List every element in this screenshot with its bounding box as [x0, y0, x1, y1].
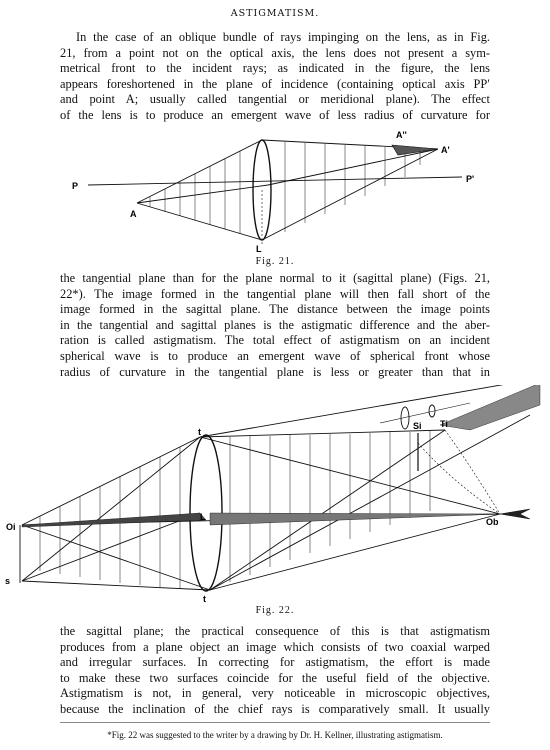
label-A-prime: A': [441, 145, 450, 155]
text-line: Astigmatism is not, in general, very noticeable in microscopic objectives,: [60, 686, 490, 701]
label-P: P: [72, 181, 79, 191]
text-line: image formed in the sagittal plane. The distance between the image points: [60, 302, 490, 317]
text-line: 21, from a point not on the optical axis, the lens does not present a sym-: [60, 45, 490, 60]
figure-21: [0, 125, 550, 255]
text-line: metrical front to the incident rays; as indicated in the figure, the lens: [60, 61, 490, 76]
label-s: s: [5, 576, 11, 586]
figure-22-caption: Fig. 22.: [255, 605, 295, 616]
label-L: L: [200, 512, 206, 522]
text-line: the tangential plane than for the plane normal to it (sagittal plane) (Figs. 21,: [60, 271, 490, 285]
label-Ob: Ob: [486, 517, 499, 527]
footnote-rule: [60, 722, 490, 723]
paragraph-1: [60, 30, 490, 124]
text-line: of the lens is to produce an emergent wave of less radius of curvature for: [60, 107, 490, 122]
text-line: and irregular surfaces. In correcting for astigmatism, the effort is made: [60, 655, 490, 670]
text-line: appears foreshortened in the plane of incidence (containing optical axis PP′: [60, 76, 490, 91]
paragraph-2: [60, 271, 490, 380]
label-P-prime: P': [466, 174, 475, 184]
text-line: radius of curvature in the tangential plane is less or greater than that in: [60, 364, 490, 379]
text-line: spherical wave is to produce an emergent wave of spherical front whose: [60, 348, 490, 363]
text-line: in the tangential and sagittal planes is the astigmatic difference and the aber-: [60, 317, 490, 332]
label-t-bottom: t: [203, 594, 206, 604]
text-line: ration is called astigmatism. The total effect of astigmatism on an incident: [60, 333, 490, 348]
text-line: the sagittal plane; the practical consequence of this is that astigmatism: [60, 624, 490, 638]
running-header: ASTIGMATISM.: [230, 8, 320, 19]
label-L: L: [256, 244, 262, 254]
label-A-double-prime: A'': [396, 130, 407, 140]
footnote: *Fig. 22 was suggested to the writer by a drawing by Dr. H. Kellner, illustrating astigmatism.: [107, 730, 443, 740]
text-line: produces from a plane object an image which consists of two coaxial warped: [60, 639, 490, 654]
text-line: and point A; usually called tangential or meridional plane). The effect: [60, 92, 490, 107]
text-line: In the case of an oblique bundle of rays impinging on the lens, as in Fig.: [76, 30, 490, 44]
label-Ti: Ti: [440, 419, 448, 429]
paragraph-3: [60, 624, 490, 718]
label-Si: Si: [413, 421, 422, 431]
figure-21-caption: Fig. 21.: [255, 256, 295, 267]
text-line: because the inclination of the chief rays is comparatively small. It usually: [60, 701, 490, 716]
label-A: A: [130, 209, 137, 219]
label-Oi: Oi: [6, 522, 16, 532]
figure-22: [0, 385, 550, 605]
text-line: to make these two surfaces coincide for the useful field of the objective.: [60, 670, 490, 685]
label-t-top: t: [198, 427, 201, 437]
text-line: 22*). The image formed in the tangential plane will then fall short of the: [60, 286, 490, 301]
